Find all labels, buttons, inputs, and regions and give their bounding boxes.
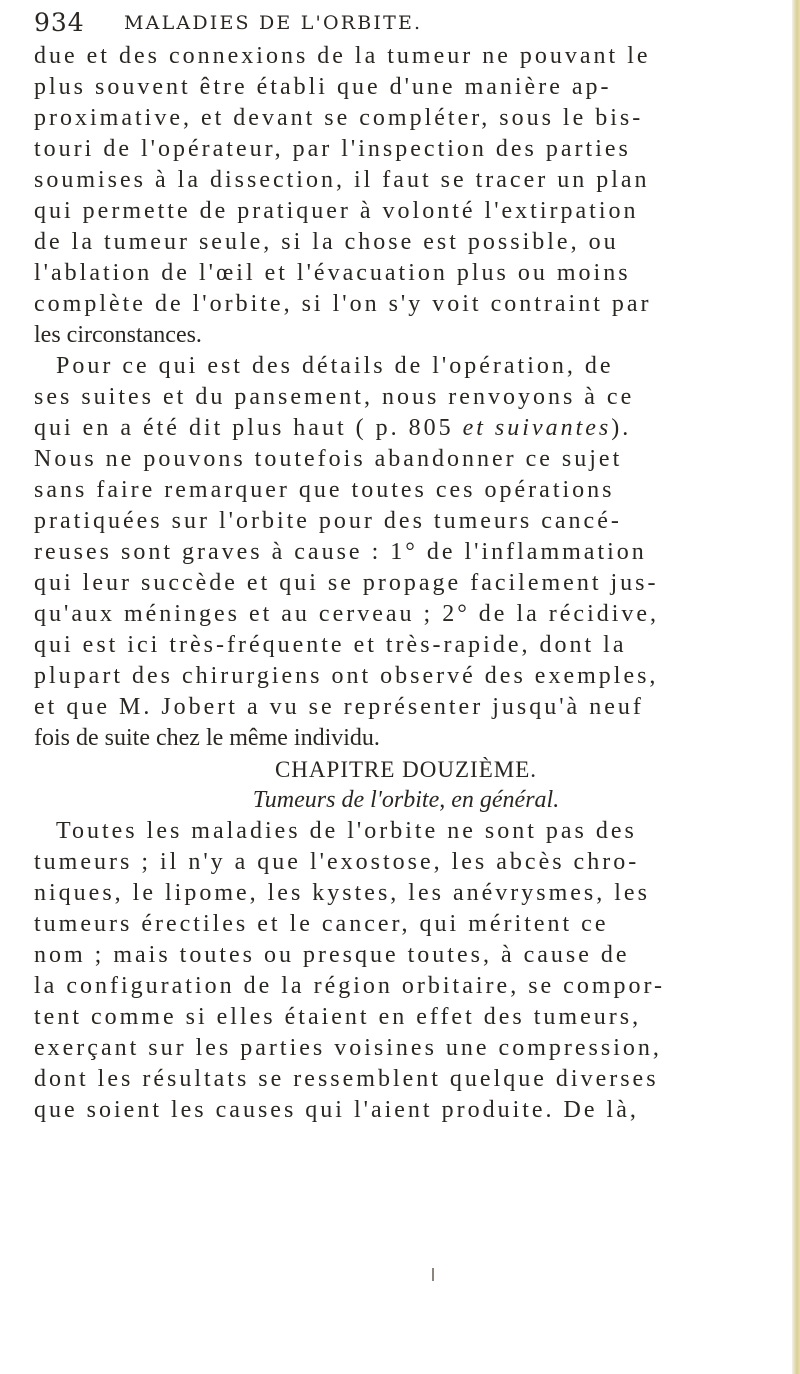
- text-line: l'ablation de l'œil et l'évacuation plus ou moins: [34, 260, 631, 286]
- text-line: qui leur succède et qui se propage facilement jus-: [34, 570, 659, 596]
- body-text: [34, 41, 778, 1126]
- text-line: Toutes les maladies de l'orbite ne sont pas des: [56, 818, 637, 844]
- text-line: nom ; mais toutes ou presque toutes, à cause de: [34, 942, 630, 968]
- text-line: tent comme si elles étaient en effet des tumeurs,: [34, 1004, 642, 1030]
- text-line: tumeurs ; il n'y a que l'exostose, les abcès chro-: [34, 849, 640, 875]
- text-line: touri de l'opérateur, par l'inspection des parties: [34, 136, 631, 162]
- text-line: que soient les causes qui l'aient produite. De là,: [34, 1097, 639, 1123]
- text-line: plupart des chirurgiens ont observé des exemples,: [34, 663, 659, 689]
- text-line: proximative, et devant se compléter, sous le bis-: [34, 105, 644, 131]
- text-line: niques, le lipome, les kystes, les anévrysmes, les: [34, 880, 650, 906]
- text-line: ses suites et du pansement, nous renvoyons à ce: [34, 384, 635, 410]
- paragraph-3: [34, 816, 778, 1126]
- paragraph-2: [34, 351, 778, 754]
- chapter-subtitle: Tumeurs de l'orbite, en général.: [252, 787, 560, 813]
- reference-italic: et suivantes: [462, 415, 612, 441]
- text-line: reuses sont graves à cause : 1° de l'inflammation: [34, 539, 647, 565]
- text-line: complète de l'orbite, si l'on s'y voit contraint par: [34, 291, 652, 317]
- text-line: de la tumeur seule, si la chose est possible, ou: [34, 229, 619, 255]
- text-line: Pour ce qui est des détails de l'opération, de: [56, 353, 614, 379]
- text-line: due et des connexions de la tumeur ne pouvant le: [34, 43, 651, 69]
- reference-text: qui en a été dit plus haut ( p. 805: [34, 415, 463, 441]
- text-line: et que M. Jobert a vu se représenter jusqu'à neuf: [34, 694, 644, 720]
- text-line: sans faire remarquer que toutes ces opérations: [34, 477, 615, 503]
- text-line: tumeurs érectiles et le cancer, qui méritent ce: [34, 911, 609, 937]
- paragraph-1: [34, 41, 778, 351]
- running-head: MALADIES DE L'ORBITE.: [124, 12, 423, 34]
- text-line: dont les résultats se ressemblent quelque diverses: [34, 1066, 659, 1092]
- text-line: les circonstances.: [34, 322, 202, 348]
- stray-ink-mark: [432, 1268, 434, 1281]
- text-line: qu'aux méninges et au cerveau ; 2° de la récidive,: [34, 601, 660, 627]
- page-number: 934: [34, 8, 85, 37]
- text-line: soumises à la dissection, il faut se tracer un plan: [34, 167, 650, 193]
- chapter-heading: CHAPITRE DOUZIÈME.: [274, 757, 538, 782]
- text-line: fois de suite chez le même individu.: [34, 725, 380, 751]
- text-line: pratiquées sur l'orbite pour des tumeurs cancé-: [34, 508, 622, 534]
- text-line: exerçant sur les parties voisines une compression,: [34, 1035, 662, 1061]
- text-line: la configuration de la région orbitaire, se compor-: [34, 973, 666, 999]
- text-line: qui est ici très-fréquente et très-rapide, dont la: [34, 632, 627, 658]
- text-line: plus souvent être établi que d'une manière ap-: [34, 74, 612, 100]
- text-line-reference: [34, 413, 778, 444]
- reference-close: ).: [611, 415, 632, 441]
- text-line: Nous ne pouvons toutefois abandonner ce sujet: [34, 446, 623, 472]
- page-header: [34, 8, 774, 40]
- text-line: qui permette de pratiquer à volonté l'extirpation: [34, 198, 639, 224]
- page-edge-shadow: [792, 0, 800, 1374]
